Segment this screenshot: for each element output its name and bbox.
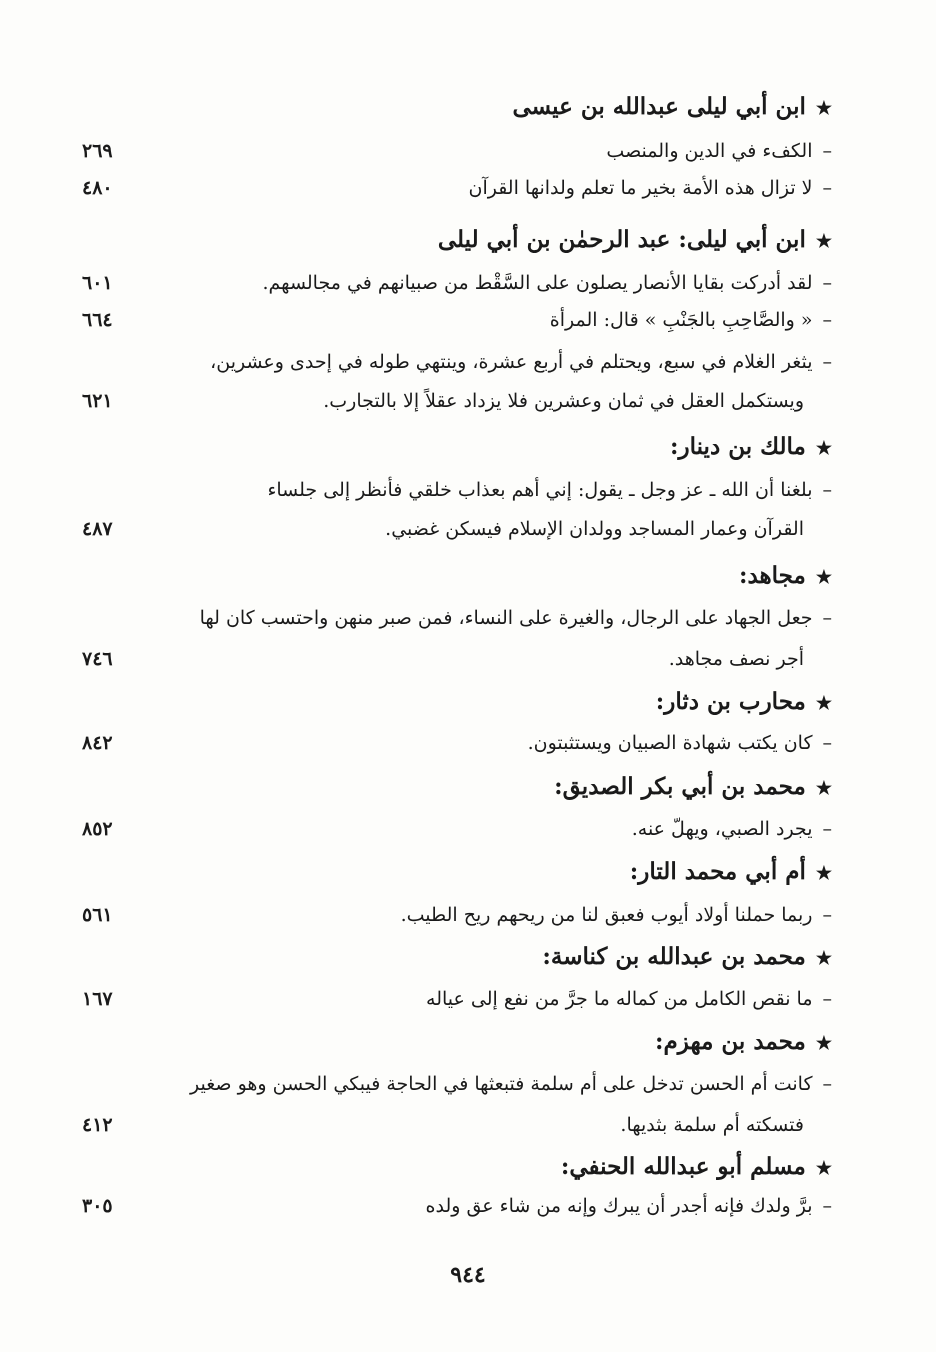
entry-text: ربما حملنا أولاد أيوب فعبق لنا من ريحهم ريح الطيب. — [400, 904, 813, 926]
entry-text: القرآن وعمار المساجد وولدان الإسلام فيسكن غضبي. — [385, 518, 804, 540]
entry-dash: – — [822, 479, 832, 501]
entry-line — [468, 173, 832, 203]
section-heading — [739, 561, 832, 591]
section-heading — [630, 857, 832, 887]
entry-dash: – — [822, 140, 832, 162]
entry-line — [606, 136, 832, 166]
entry-dash: – — [822, 1073, 832, 1095]
entry-dash: – — [822, 818, 832, 840]
page-reference: ١٦٧ — [82, 988, 113, 1010]
entry-line — [426, 984, 832, 1014]
entry-line — [426, 1191, 832, 1221]
section-name: محارب بن دثار: — [655, 688, 806, 715]
page-reference: ٤٨٠ — [82, 177, 113, 199]
star-icon: ★ — [815, 438, 832, 459]
section-name: مالك بن دينار: — [670, 433, 806, 460]
entry-continuation-line — [669, 644, 804, 674]
entry-line — [632, 814, 832, 844]
section-heading — [554, 772, 832, 802]
entry-continuation-line — [323, 386, 804, 416]
entry-text: كان يكتب شهادة الصبيان ويستثبتون. — [527, 732, 813, 754]
section-name: مجاهد: — [738, 562, 806, 589]
entry-text: كانت أم الحسن تدخل على أم سلمة فتبعثها في الحاجة فيبكي الحسن وهو صغير — [190, 1073, 813, 1095]
page-reference: ٧٤٦ — [82, 648, 113, 670]
entry-dash: – — [822, 351, 832, 373]
star-icon: ★ — [815, 778, 832, 799]
entry-text: بلغنا أن الله ـ عز وجل ـ يقول: إني أهم بعذاب خلقي فأنظر إلى جلساء — [267, 479, 813, 501]
section-heading — [655, 1027, 832, 1057]
section-name: أم أبي محمد التار: — [629, 858, 806, 885]
entry-line — [401, 900, 832, 930]
entry-line — [210, 347, 832, 377]
section-name: محمد بن أبي بكر الصديق: — [554, 773, 806, 800]
entry-line — [200, 603, 832, 633]
entry-dash: – — [822, 177, 832, 199]
star-icon: ★ — [815, 1158, 832, 1179]
entry-line — [528, 728, 832, 758]
entry-line — [263, 268, 833, 298]
page-reference: ٦٢١ — [82, 390, 113, 412]
section-name: مسلم أبو عبدالله الحنفي: — [560, 1153, 806, 1180]
section-heading — [561, 1152, 832, 1182]
entry-text: لا تزال هذه الأمة بخير ما تعلم ولدانها القرآن — [468, 177, 813, 199]
page-reference: ٨٥٢ — [82, 818, 113, 840]
star-icon: ★ — [815, 231, 832, 252]
section-heading — [656, 687, 832, 717]
entry-text: جعل الجهاد على الرجال، والغيرة على النساء، فمن صبر منهن واحتسب كان لها — [199, 607, 813, 629]
entry-text: لقد أدركت بقايا الأنصار يصلون على السَّقْط من صبيانهم في مجالسهم. — [262, 272, 813, 294]
entry-line — [550, 305, 832, 335]
star-icon: ★ — [815, 948, 832, 969]
section-name: ابن أبي ليلى عبدالله بن عيسى — [512, 93, 806, 120]
section-heading — [670, 432, 832, 462]
section-name: محمد بن عبدالله بن كناسة: — [542, 943, 806, 970]
section-heading — [438, 225, 832, 255]
page-reference: ٥٦١ — [82, 904, 113, 926]
section-name: ابن أبي ليلى: عبد الرحمٰن بن أبي ليلى — [437, 226, 806, 253]
entry-text: أجر نصف مجاهد. — [668, 648, 804, 670]
star-icon: ★ — [815, 863, 832, 884]
entry-text: « والصَّاحِبِ بالجَنْبِ » قال: المرأة — [549, 309, 813, 331]
star-icon: ★ — [815, 567, 832, 588]
entry-dash: – — [822, 732, 832, 754]
section-name: محمد بن مهزم: — [655, 1028, 806, 1055]
entry-text: يثغر الغلام في سبع، ويحتلم في أربع عشرة، وينتهي طوله في إحدى وعشرين، — [210, 351, 813, 373]
entry-continuation-line — [385, 514, 804, 544]
entry-line — [267, 475, 832, 505]
star-icon: ★ — [815, 693, 832, 714]
section-heading — [542, 942, 832, 972]
entry-text: يجرد الصبي، ويهلّ عنه. — [631, 818, 813, 840]
entry-dash: – — [822, 272, 832, 294]
page-reference: ٤١٢ — [82, 1114, 113, 1136]
star-icon: ★ — [815, 98, 832, 119]
entry-line — [190, 1069, 832, 1099]
page-reference: ٣٠٥ — [82, 1195, 113, 1217]
page-reference: ٢٦٩ — [82, 140, 113, 162]
entry-dash: – — [822, 988, 832, 1010]
entry-continuation-line — [620, 1110, 804, 1140]
entry-dash: – — [822, 1195, 832, 1217]
entry-dash: – — [822, 607, 832, 629]
entry-text: فتسكته أم سلمة بثديها. — [620, 1114, 804, 1136]
page-number: ٩٤٤ — [450, 1262, 486, 1288]
entry-text: ما نقص الكامل من كماله ما جرَّ من نفع إلى عياله — [426, 988, 813, 1010]
page-reference: ٤٨٧ — [82, 518, 113, 540]
entry-text: الكفء في الدين والمنصب — [606, 140, 813, 162]
entry-text: برَّ ولدك فإنه أجدر أن يبرك وإنه من شاء عق ولده — [425, 1195, 813, 1217]
entry-text: ويستكمل العقل في ثمان وعشرين فلا يزداد عقلاً إلا بالتجارب. — [323, 390, 804, 412]
section-heading — [512, 92, 832, 122]
page-reference: ٨٤٢ — [82, 732, 113, 754]
entry-dash: – — [822, 904, 832, 926]
page-reference: ٦٦٤ — [82, 309, 113, 331]
star-icon: ★ — [815, 1033, 832, 1054]
page-reference: ٦٠١ — [82, 272, 113, 294]
entry-dash: – — [822, 309, 832, 331]
